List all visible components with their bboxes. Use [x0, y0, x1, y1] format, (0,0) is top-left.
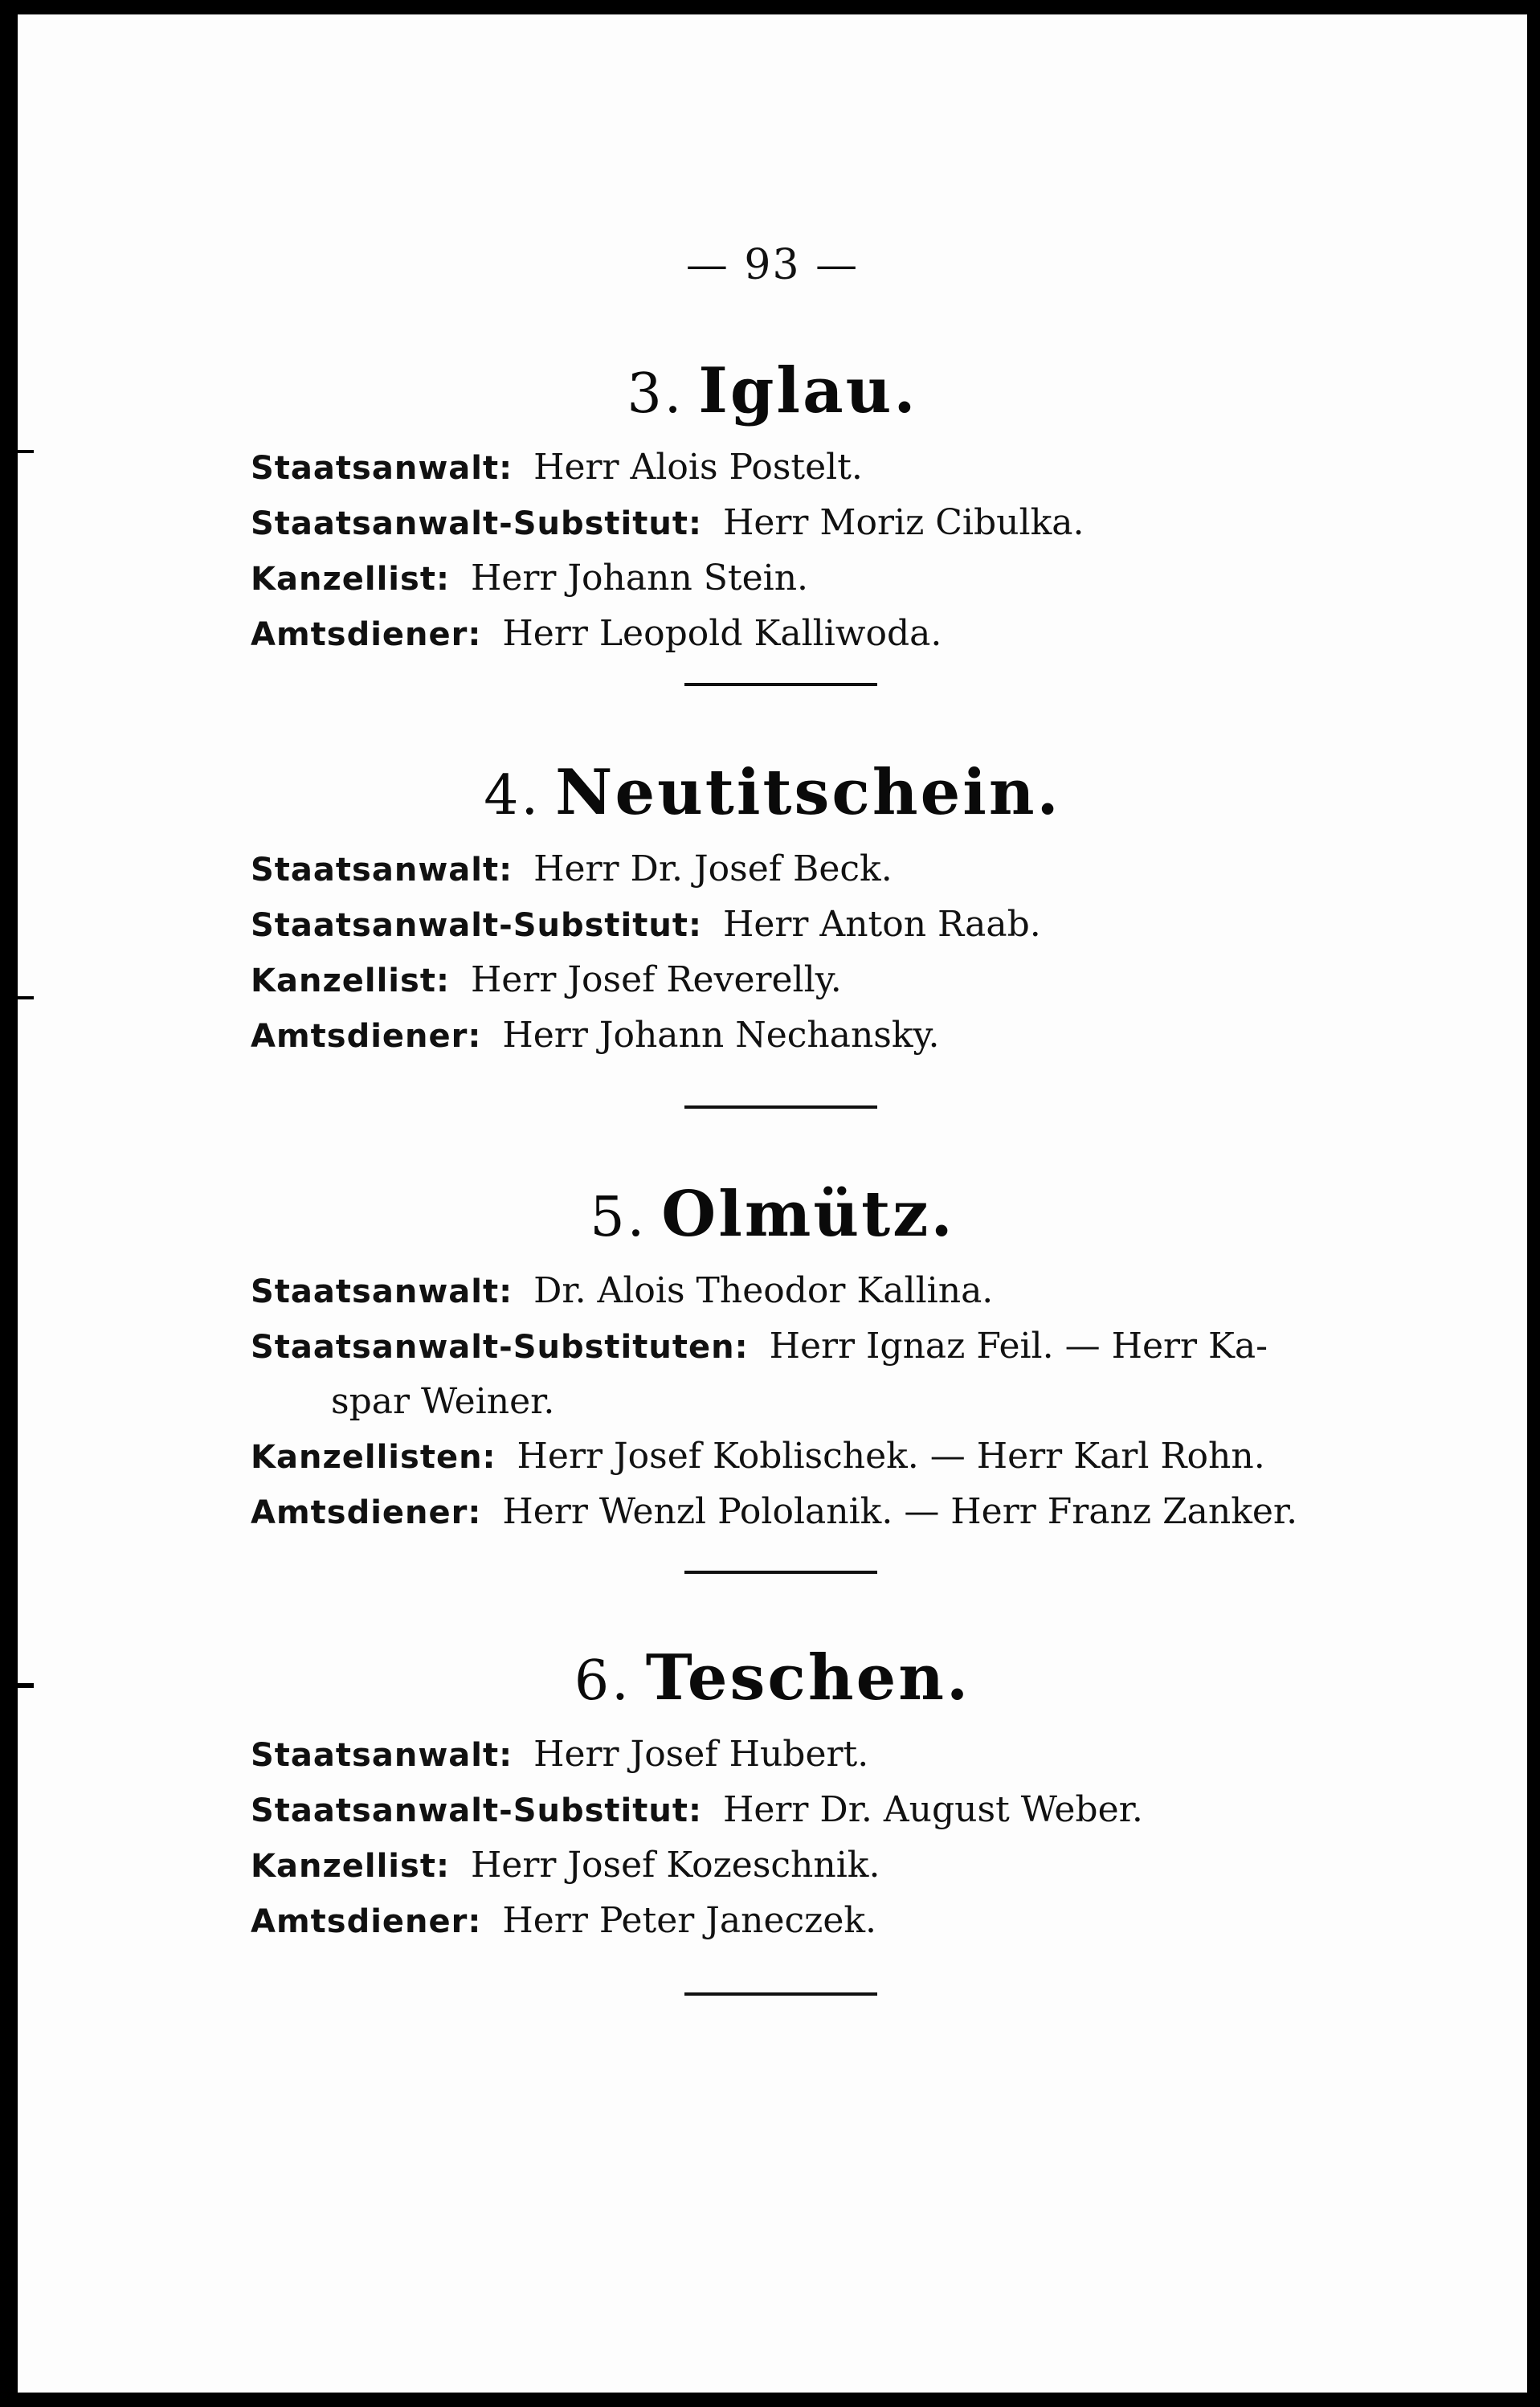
- entry-name: Herr Leopold Kalliwoda.: [502, 613, 942, 654]
- entry-list: [251, 1264, 1527, 1540]
- entry-name-continued: spar Weiner.: [331, 1381, 555, 1422]
- list-item: [251, 1894, 1527, 1949]
- list-item: [251, 440, 1527, 496]
- section-number: 6.: [574, 1649, 631, 1713]
- entry-name: Herr Peter Janeczek.: [502, 1900, 877, 1941]
- list-item: [251, 1429, 1527, 1485]
- edge-mark: [18, 996, 34, 999]
- list-item: [251, 1783, 1527, 1838]
- section-title: [18, 756, 1527, 829]
- entry-name: Herr Wenzl Pololanik. — Herr Franz Zanker.: [502, 1491, 1298, 1532]
- entry-name: Herr Ignaz Feil. — Herr Ka-: [769, 1326, 1268, 1367]
- section-title: [18, 354, 1527, 427]
- entry-role: Amtsdiener:: [251, 1018, 482, 1055]
- section-name: Iglau.: [698, 354, 918, 427]
- section-olmuetz: [18, 1178, 1527, 1540]
- section-name: Teschen.: [645, 1641, 971, 1714]
- edge-mark: [18, 1683, 34, 1688]
- list-item: [251, 953, 1527, 1008]
- entry-list: [251, 440, 1527, 662]
- entry-name: Herr Josef Kozeschnik.: [470, 1845, 880, 1886]
- section-neutitschein: [18, 756, 1527, 1064]
- list-item: [251, 1319, 1295, 1429]
- entry-name: Herr Johann Nechansky.: [502, 1015, 940, 1056]
- entry-role: Staatsanwalt:: [251, 1273, 513, 1310]
- list-item: [251, 1838, 1527, 1894]
- edge-mark: [18, 450, 34, 453]
- entry-role: Staatsanwalt-Substitut:: [251, 907, 702, 944]
- entry-role: Staatsanwalt:: [251, 450, 513, 487]
- list-item: [251, 842, 1527, 897]
- section-number: 3.: [627, 362, 684, 426]
- entry-role: Staatsanwalt:: [251, 852, 513, 889]
- list-item: [251, 897, 1527, 953]
- section-divider: [684, 1571, 877, 1574]
- entry-name: Herr Anton Raab.: [722, 904, 1041, 945]
- page-left-border: [0, 0, 18, 2407]
- section-iglau: [18, 354, 1527, 662]
- list-item: [251, 496, 1527, 551]
- entry-role: Staatsanwalt-Substituten:: [251, 1329, 749, 1366]
- list-item: [251, 1264, 1527, 1319]
- entry-role: Amtsdiener:: [251, 616, 482, 653]
- list-item: [251, 551, 1527, 607]
- section-teschen: [18, 1641, 1527, 1949]
- entry-role: Kanzellist:: [251, 561, 450, 598]
- entry-name: Herr Josef Hubert.: [533, 1734, 869, 1775]
- entry-name: Dr. Alois Theodor Kallina.: [533, 1270, 994, 1311]
- section-divider: [684, 1105, 877, 1109]
- entry-list: [251, 842, 1527, 1064]
- entry-role: Staatsanwalt-Substitut:: [251, 505, 702, 542]
- entry-name: Herr Johann Stein.: [470, 558, 809, 599]
- list-item: [251, 1008, 1527, 1064]
- list-item: [251, 607, 1527, 662]
- section-title: [18, 1641, 1527, 1714]
- document-page: [18, 14, 1527, 2393]
- section-title: [18, 1178, 1527, 1251]
- entry-role: Kanzellisten:: [251, 1439, 496, 1476]
- list-item: [251, 1727, 1527, 1783]
- entry-name: Herr Alois Postelt.: [533, 447, 863, 488]
- entry-role: Amtsdiener:: [251, 1494, 482, 1531]
- entry-name: Herr Moriz Cibulka.: [722, 502, 1085, 543]
- section-number: 4.: [484, 764, 541, 828]
- section-name: Olmütz.: [661, 1178, 955, 1251]
- section-divider: [684, 683, 877, 686]
- section-name: Neutitschein.: [555, 756, 1061, 829]
- page-number: — 93 —: [685, 241, 860, 289]
- section-divider: [684, 1992, 877, 1996]
- entry-role: Kanzellist:: [251, 1848, 450, 1885]
- entry-role: Kanzellist:: [251, 962, 450, 999]
- section-number: 5.: [590, 1186, 647, 1249]
- entry-name: Herr Dr. Josef Beck.: [533, 848, 893, 889]
- entry-name: Herr Josef Koblischek. — Herr Karl Rohn.: [517, 1436, 1265, 1477]
- entry-list: [251, 1727, 1527, 1949]
- entry-role: Staatsanwalt:: [251, 1737, 513, 1774]
- entry-role: Amtsdiener:: [251, 1903, 482, 1940]
- entry-name: Herr Dr. August Weber.: [722, 1789, 1143, 1830]
- list-item: [251, 1485, 1527, 1540]
- entry-role: Staatsanwalt-Substitut:: [251, 1792, 702, 1829]
- entry-name: Herr Josef Reverelly.: [470, 959, 842, 1000]
